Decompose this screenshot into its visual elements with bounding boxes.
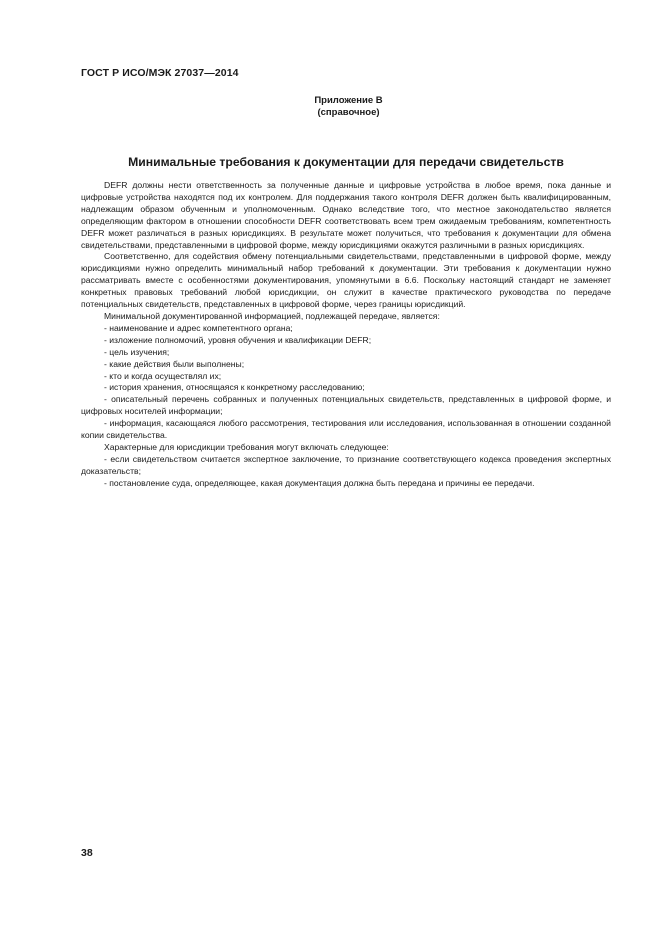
list-item: - наименование и адрес компетентного органа; <box>104 322 293 333</box>
standard-code: ГОСТ Р ИСО/МЭК 27037—2014 <box>81 67 239 79</box>
paragraph: Характерные для юрисдикции требования могут включать следующее: <box>104 441 389 452</box>
list-item: - цель изучения; <box>104 346 170 357</box>
paragraph: DEFR должны нести ответственность за полученные данные и цифровые устройства в любое время, пока данные и цифровые устройства находятся под их контролем. Для поддержания такого контроля DEFR должен быть квалифицированным, надлежащим образом обученным и уполномоченным. Однако вследствие того, что местное законодательство является определяющим фактором в отношении способности DEFR соответствовать всем трем ожидаемым требованиям, компетентность DEFR может различаться в разных юрисдикциях. В результате может получиться, что требования к документации для обмена свидетельствами, представленными в цифровой форме, между юрисдикциями окажутся различными в разных юрисдикциях. <box>81 180 611 250</box>
paragraph: Соответственно, для содействия обмену потенциальными свидетельствами, представленными в цифровой форме, между юрисдикциями нужно определить минимальный набор требований к документации. Эти требования к документации нужно рассматривать вместе с особенностями документирования, упомянутыми в 6.6. Поскольку настоящий стандарт не заменяет конкретных правовых требований любой юрисдикции, он служит в качестве практического руководства по передаче потенциальных свидетельств, представленных в цифровой форме, через границы юрисдикций. <box>81 251 611 310</box>
annex-heading <box>0 95 661 119</box>
paragraph: Минимальной документированной информацией, подлежащей передаче, является: <box>104 310 440 321</box>
annex-type: (справочное) <box>317 107 380 118</box>
list-item: - описательный перечень собранных и полученных потенциальных свидетельств, представленных в цифровой форме, и цифровых носителей информации; <box>81 394 611 417</box>
list-item: - если свидетельством считается экспертное заключение, то признание соответствующего кодекса проведения экспертных доказательств; <box>81 453 611 476</box>
list-item: - информация, касающаяся любого рассмотрения, тестирования или исследования, использованная в отношении созданной копии свидетельства. <box>81 418 611 441</box>
list-item: - история хранения, относящаяся к конкретному расследованию; <box>104 382 365 393</box>
body-text <box>81 180 611 490</box>
list-item: - кто и когда осуществлял их; <box>104 370 222 381</box>
list-item: - изложение полномочий, уровня обучения и квалификации DEFR; <box>104 334 372 345</box>
section-title: Минимальные требования к документации для передачи свидетельств <box>128 155 564 169</box>
list-item: - постановление суда, определяющее, какая документация должна быть передана и причины ее передачи. <box>104 477 535 488</box>
page-number: 38 <box>81 847 93 859</box>
list-item: - какие действия были выполнены; <box>104 358 245 369</box>
annex-label: Приложение В <box>314 95 383 106</box>
